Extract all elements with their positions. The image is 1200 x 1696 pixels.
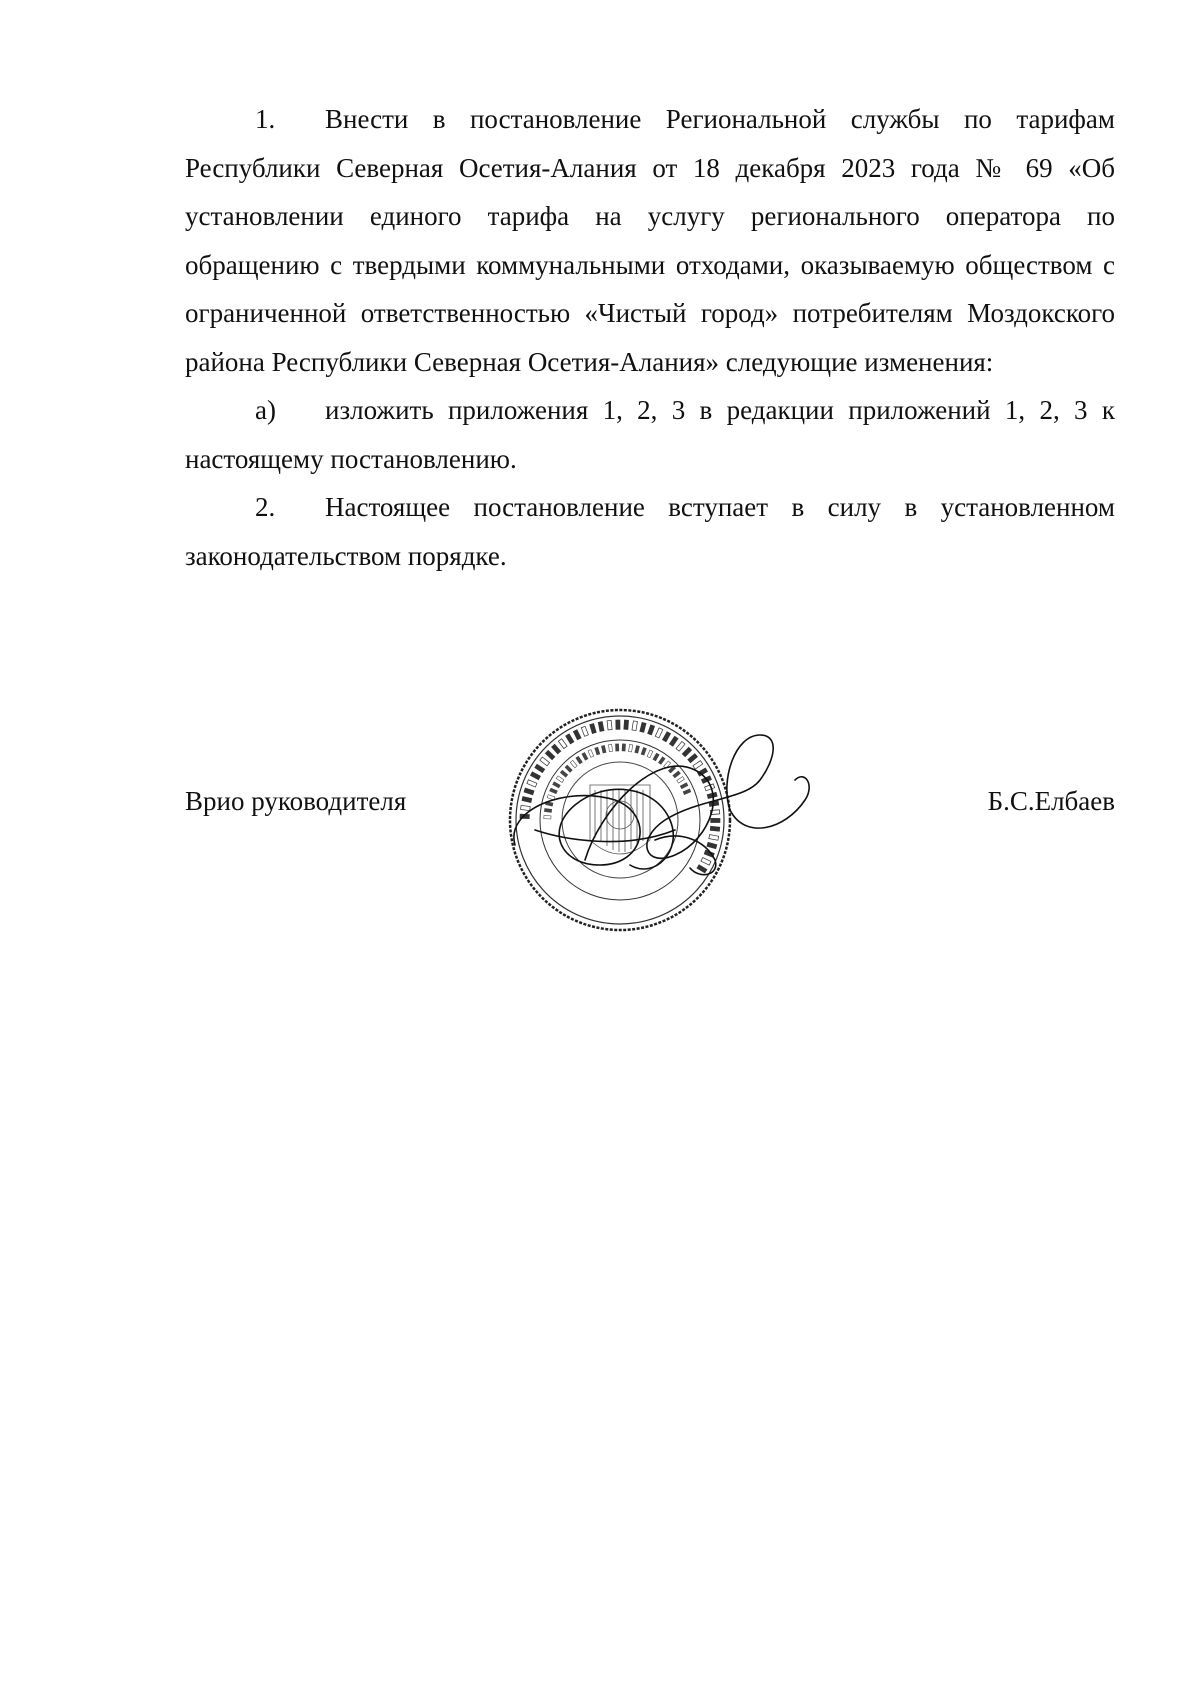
svg-text:▯▮▮▯▮▮▯▮▮▯▮▮▯▮▮▯▮▮▯▮▮▯▮▮▯▮▮▯▮▮: ▯▮▮▯▮▮▯▮▮▯▮▮▯▮▮▯▮▮▯▮▮▯▮▮▯▮▮▯▮▮ (541, 741, 694, 821)
paragraph-text: Настоящее постановление вступает в силу в установленном законодательством порядке. (185, 492, 1115, 571)
svg-text:▮▯▮▮▯▮▮▯▮▮▯▮▮▯▮▮▯▮▮▯▮▮▯▮▮▯▮▮▯▮: ▮▯▮▮▯▮▮▯▮▮▯▮▮▯▮▮▯▮▮▯▮▮▯▮▮▯▮▮▯▮▮▯▮▮▯▮▮▯▮▮▯▮ (516, 716, 724, 877)
paragraph-2 (185, 483, 1115, 580)
paragraph-number: а) (255, 395, 276, 425)
seal-icon (505, 690, 855, 950)
paragraph-number: 1. (255, 104, 276, 134)
signatory-position: Врио руководителя (185, 786, 407, 816)
paragraph-1 (185, 95, 1115, 386)
paragraph-1a (185, 386, 1115, 483)
paragraph-number: 2. (255, 492, 276, 522)
document-body (185, 95, 1115, 580)
official-seal-with-signature (505, 690, 855, 950)
signatory-name: Б.С.Елбаев (987, 786, 1115, 816)
paragraph-text: Внести в постановление Региональной службы по тарифам Республики Северная Осетия-Алания от 18 декабря 2023 года № 69 «Об установлении единого тарифа на услугу регионального оператора по обращению с твердыми коммунальными отходами, оказываемую обществом с ограниченной ответственностью «Чистый город» потребителям Моздокского района Республики Северная Осетия-Алания» следующие изменения: (185, 104, 1115, 377)
paragraph-text: изложить приложения 1, 2, 3 в редакции приложений 1, 2, 3 к настоящему постановлению. (185, 395, 1115, 474)
